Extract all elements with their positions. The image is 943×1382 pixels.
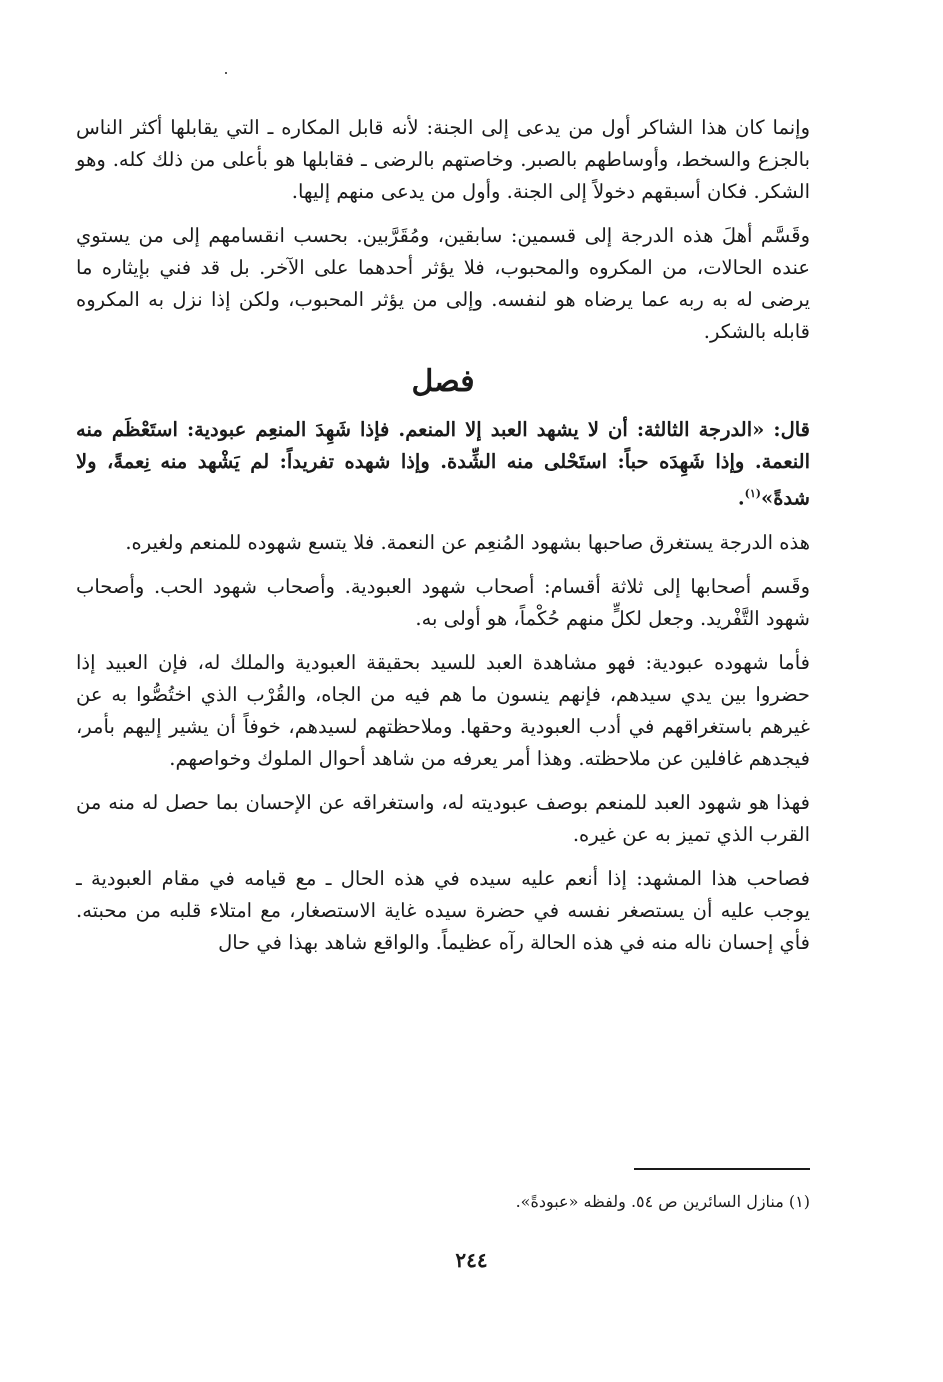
footnote-ref: (١) xyxy=(744,487,762,500)
paragraph-servitude: فأما شهوده عبودية: فهو مشاهدة العبد للسيد بحقيقة العبودية والملك له، فإن العبيد إذا حضروا بين يدي سيدهم، فإنهم ينسون ما هم فيه من الجاه، والقُرْب الذي اختُصُّوا به عن غيرهم باستغراقهم في أدب العبودية وحقها. وملاحظتهم لسيدهم، خوفاً أن يشير إليهم بأمر، فيجدهم غافلين عن ملاحظته. وهذا أمر يعرفه من شاهد أحوال الملوك وخواصهم. xyxy=(76,650,810,770)
quote-paragraph xyxy=(76,414,810,515)
section-title: فصل xyxy=(411,364,475,399)
page-number: ٢٤٤ xyxy=(455,1248,488,1272)
footnote: (١) منازل السائرين ص ٥٤. ولفظه «عبودةً». xyxy=(515,1192,810,1211)
paragraph-degree: هذه الدرجة يستغرق صاحبها بشهود المُنعِم عن النعمة. فلا يتسع شهوده للمنعم ولغيره. xyxy=(125,530,810,554)
paragraph-division: وقَسَّم أهلَ هذه الدرجة إلى قسمين: سابقين، ومُقَرَّبين. بحسب انقسامهم إلى من يستوي عنده الحالات، من المكروه والمحبوب، فلا يؤثر أحدهما على الآخر. بل قد فني بإيثاره ما يرضى له به ربه عما يرضاه هو لنفسه. وإلى من يؤثر المحبوب، ولكن إذا نزل به المكروه قابله بالشكر. xyxy=(76,224,810,343)
page-body xyxy=(76,112,810,971)
quote-text: قال: «الدرجة الثالثة: أن لا يشهد العبد إلا المنعم. فإذا شَهِدَ المنعِم عبودية: استَعْظَم منه النعمة. وإذا شَهِدَه حباً: استَحْلى منه الشِّدة. وإذا شهده تفريداً: لم يَشْهد منه نِعمةً، ولا شدةً» xyxy=(76,418,810,510)
paragraph-three-types: وقَسم أصحابها إلى ثلاثة أقسام: أصحاب شهود العبودية. وأصحاب شهود الحب. وأصحاب شهود التَّفْريد. وجعل لكلٍّ منهم حُكْماً، هو أولى به. xyxy=(76,574,810,630)
paragraph-scene: فصاحب هذا المشهد: إذا أنعم عليه سيده في هذه الحال ـ مع قيامه في مقام العبودية ـ يوجب عليه أن يستصغر نفسه في حضرة سيده غاية الاستصغار، مع امتلاء قلبه من محبته. فأي إحسان ناله منه في هذه الحالة رآه عظيماً. والواقع شاهد بهذا في حال xyxy=(76,866,810,954)
quote-end: . xyxy=(737,486,745,510)
footnote-divider xyxy=(634,1168,810,1170)
paragraph-witness: فهذا هو شهود العبد للمنعم بوصف عبوديته له، واستغراقه عن الإحسان بما حصل له منه من القرب الذي تميز به عن غيره. xyxy=(76,790,810,846)
stray-mark xyxy=(225,72,227,74)
paragraph-shakir: وإنما كان هذا الشاكر أول من يدعى إلى الجنة: لأنه قابل المكاره ـ التي يقابلها أكثر الناس بالجزع والسخط، وأوساطهم بالصبر. وخاصتهم بالرضى ـ فقابلها هو بأعلى من ذلك كله. وهو الشكر. فكان أسبقهم دخولاً إلى الجنة. وأول من يدعى منهم إليها. xyxy=(76,116,810,203)
